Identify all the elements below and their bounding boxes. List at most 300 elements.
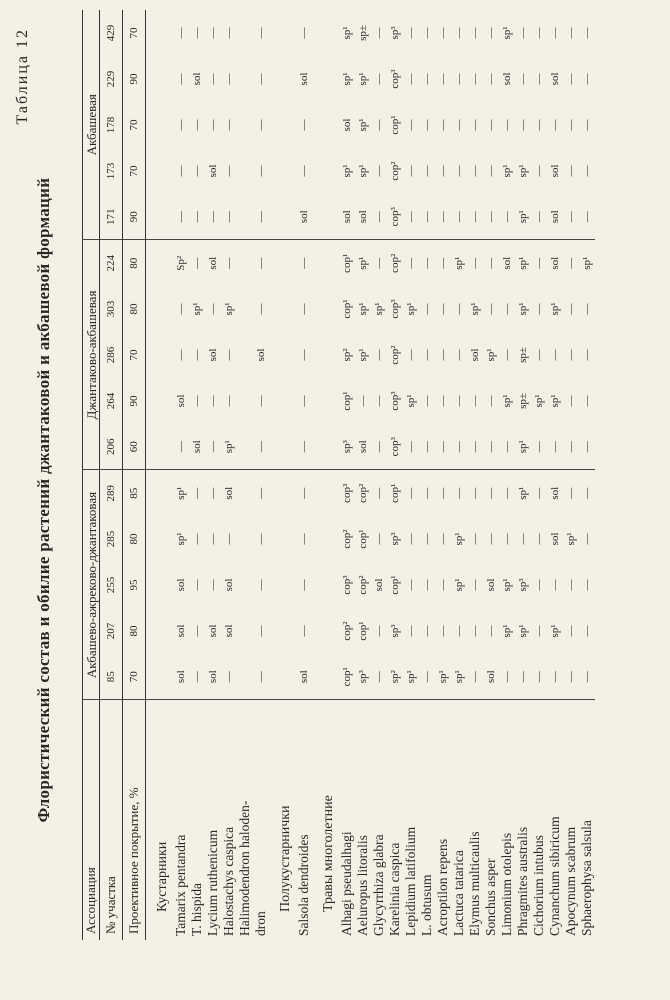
- abundance-cell: sp¹: [341, 164, 353, 178]
- abundance-cell: —: [175, 119, 187, 131]
- abundance-cell: —: [191, 27, 203, 39]
- empty-cell: [312, 562, 339, 608]
- abundance-cell: cop²: [389, 161, 401, 181]
- species-row: [253, 10, 269, 940]
- species-row: [419, 10, 435, 940]
- abundance-cell: —: [469, 671, 481, 683]
- empty-cell: [269, 148, 296, 194]
- abundance-cell: —: [533, 73, 545, 85]
- abundance-cell: —: [298, 27, 310, 39]
- abundance-cell: —: [565, 395, 577, 407]
- abundance-cell: —: [373, 73, 385, 85]
- abundance-cell: —: [517, 119, 529, 131]
- cover-cell: 90: [123, 56, 146, 102]
- abundance-cell: sol: [547, 240, 563, 286]
- abundance-cell: sp¹: [515, 470, 531, 516]
- abundance-cell: sol: [191, 72, 203, 86]
- species-name: Phragmites australis: [515, 700, 531, 940]
- abundance-cell: sp¹: [517, 440, 529, 454]
- abundance-cell: —: [421, 165, 433, 177]
- species-row: [339, 10, 355, 940]
- abundance-cell: —: [223, 211, 235, 223]
- abundance-cell: —: [207, 211, 219, 223]
- species-row: [467, 10, 483, 940]
- abundance-cell: —: [517, 671, 529, 683]
- abundance-cell: —: [451, 470, 467, 516]
- cover-cell: 90: [123, 378, 146, 424]
- empty-cell: [312, 286, 339, 332]
- abundance-cell: —: [373, 211, 385, 223]
- plot-number-cell: 178: [100, 102, 123, 148]
- section-row: [269, 10, 296, 940]
- abundance-cell: sol: [175, 578, 187, 592]
- abundance-cell: —: [255, 441, 267, 453]
- abundance-cell: —: [223, 27, 235, 39]
- abundance-cell: —: [453, 303, 465, 315]
- abundance-cell: —: [371, 240, 387, 286]
- abundance-cell: sp¹: [549, 302, 561, 316]
- abundance-cell: —: [483, 470, 499, 516]
- species-row: [435, 10, 451, 940]
- abundance-cell: —: [373, 27, 385, 39]
- abundance-cell: —: [421, 303, 433, 315]
- abundance-cell: cop²: [389, 345, 401, 365]
- empty-cell: [312, 654, 339, 700]
- abundance-cell: —: [298, 165, 310, 177]
- abundance-cell: sp³: [389, 532, 401, 546]
- species-name: Sphaerophysa salsula: [579, 700, 595, 940]
- abundance-cell: —: [437, 211, 449, 223]
- abundance-cell: —: [405, 165, 417, 177]
- empty-cell: [269, 10, 296, 56]
- abundance-cell: —: [421, 395, 433, 407]
- species-name: T. hispida: [189, 700, 205, 940]
- abundance-cell: —: [485, 165, 497, 177]
- abundance-cell: —: [207, 27, 219, 39]
- abundance-cell: cop¹: [357, 621, 369, 641]
- abundance-cell: —: [565, 625, 577, 637]
- empty-cell: [312, 240, 339, 286]
- empty-cell: [146, 240, 174, 286]
- abundance-cell: —: [255, 533, 267, 545]
- abundance-cell: —: [373, 441, 385, 453]
- abundance-cell: sp¹: [515, 240, 531, 286]
- abundance-cell: —: [501, 211, 513, 223]
- abundance-cell: cop³: [389, 391, 401, 411]
- abundance-cell: —: [533, 303, 545, 315]
- abundance-cell: —: [357, 395, 369, 407]
- empty-cell: [269, 56, 296, 102]
- abundance-cell: —: [298, 625, 310, 637]
- abundance-cell: —: [191, 533, 203, 545]
- table-body: [146, 10, 596, 940]
- abundance-cell: —: [581, 303, 593, 315]
- abundance-cell: sp¹: [485, 348, 497, 362]
- empty-cell: [269, 286, 296, 332]
- cover-cell: 70: [123, 654, 146, 700]
- abundance-cell: —: [581, 119, 593, 131]
- abundance-cell: sp³: [389, 26, 401, 40]
- abundance-cell: —: [223, 533, 235, 545]
- species-row: [515, 10, 531, 940]
- abundance-cell: —: [205, 470, 221, 516]
- abundance-cell: sp¹: [451, 240, 467, 286]
- association-header: Ассоциация: [83, 700, 100, 940]
- abundance-cell: —: [437, 349, 449, 361]
- abundance-cell: —: [549, 349, 561, 361]
- abundance-cell: —: [191, 579, 203, 591]
- cover-cell: 80: [123, 516, 146, 562]
- abundance-cell: —: [485, 625, 497, 637]
- abundance-cell: sp¹: [223, 302, 235, 316]
- plot-number-cell: 173: [100, 148, 123, 194]
- abundance-cell: —: [485, 27, 497, 39]
- plot-number-cell: 171: [100, 194, 123, 240]
- abundance-cell: —: [255, 625, 267, 637]
- abundance-cell: —: [485, 119, 497, 131]
- abundance-cell: —: [581, 395, 593, 407]
- cover-cell: 70: [123, 10, 146, 56]
- empty-cell: [146, 654, 174, 700]
- abundance-cell: —: [485, 441, 497, 453]
- empty-cell: [146, 194, 174, 240]
- section-title: Полукустарнички: [269, 700, 296, 940]
- empty-cell: [312, 194, 339, 240]
- abundance-cell: —: [565, 211, 577, 223]
- abundance-cell: —: [453, 625, 465, 637]
- abundance-cell: sp¹: [565, 532, 577, 546]
- abundance-cell: sol: [549, 210, 561, 224]
- abundance-cell: —: [533, 349, 545, 361]
- abundance-cell: sp¹: [469, 302, 481, 316]
- abundance-cell: —: [549, 119, 561, 131]
- species-row: [173, 10, 189, 940]
- abundance-cell: —: [175, 165, 187, 177]
- abundance-cell: —: [405, 579, 417, 591]
- empty-cell: [269, 240, 296, 286]
- abundance-cell: —: [255, 303, 267, 315]
- abundance-cell: —: [467, 470, 483, 516]
- abundance-cell: —: [437, 165, 449, 177]
- cover-cell: 95: [123, 562, 146, 608]
- abundance-cell: sp¹: [501, 26, 513, 40]
- abundance-cell: —: [565, 165, 577, 177]
- abundance-cell: sp¹: [223, 440, 235, 454]
- abundance-cell: sol: [221, 470, 237, 516]
- empty-cell: [269, 424, 296, 470]
- abundance-cell: —: [581, 211, 593, 223]
- abundance-cell: —: [501, 671, 513, 683]
- abundance-cell: [237, 148, 253, 194]
- abundance-cell: —: [175, 73, 187, 85]
- group-header-3: Акбашевая: [83, 10, 100, 240]
- abundance-cell: —: [421, 73, 433, 85]
- species-row: [387, 10, 403, 940]
- abundance-cell: [237, 654, 253, 700]
- floristic-table: [82, 10, 595, 940]
- abundance-cell: [237, 516, 253, 562]
- cover-cell: 70: [123, 102, 146, 148]
- species-name: Lepidium latifolium: [403, 700, 419, 940]
- section-row: [312, 10, 339, 940]
- plot-number-header: № участка: [100, 700, 123, 940]
- abundance-cell: sp¹: [405, 394, 417, 408]
- abundance-cell: —: [207, 395, 219, 407]
- abundance-cell: —: [469, 533, 481, 545]
- abundance-cell: —: [581, 441, 593, 453]
- abundance-cell: sp¹: [357, 302, 369, 316]
- abundance-cell: —: [565, 441, 577, 453]
- species-row: [483, 10, 499, 940]
- abundance-cell: cop¹: [341, 667, 353, 687]
- abundance-cell: —: [453, 441, 465, 453]
- abundance-cell: sp±: [517, 393, 529, 409]
- group-header-2: Джантаково-акбашевая: [83, 240, 100, 470]
- plot-number-cell: 286: [100, 332, 123, 378]
- table-label: Таблица 12: [14, 28, 31, 125]
- species-name: Acroptilon repens: [435, 700, 451, 940]
- species-name: Halostachys caspica: [221, 700, 237, 940]
- abundance-cell: —: [207, 119, 219, 131]
- abundance-cell: —: [453, 395, 465, 407]
- species-row: [499, 10, 515, 940]
- abundance-cell: sp¹: [173, 470, 189, 516]
- abundance-cell: —: [403, 470, 419, 516]
- empty-cell: [269, 378, 296, 424]
- abundance-cell: sol: [298, 670, 310, 684]
- section-title: Кустарники: [146, 700, 174, 940]
- abundance-cell: sol: [373, 578, 385, 592]
- abundance-cell: cop¹: [387, 470, 403, 516]
- species-name: Salsola dendroides: [296, 700, 312, 940]
- abundance-cell: —: [517, 533, 529, 545]
- abundance-cell: —: [255, 27, 267, 39]
- abundance-cell: Sp²: [173, 240, 189, 286]
- abundance-cell: —: [373, 349, 385, 361]
- abundance-cell: —: [581, 625, 593, 637]
- abundance-cell: sp³: [517, 578, 529, 592]
- abundance-cell: —: [373, 165, 385, 177]
- abundance-cell: cop¹: [389, 115, 401, 135]
- abundance-cell: —: [255, 579, 267, 591]
- plot-number-cell: 229: [100, 56, 123, 102]
- abundance-cell: —: [565, 27, 577, 39]
- empty-cell: [312, 424, 339, 470]
- abundance-cell: cop¹: [357, 529, 369, 549]
- abundance-cell: —: [421, 349, 433, 361]
- abundance-cell: —: [175, 303, 187, 315]
- abundance-cell: —: [499, 470, 515, 516]
- abundance-cell: sp¹: [373, 302, 385, 316]
- abundance-cell: —: [373, 395, 385, 407]
- abundance-cell: —: [405, 27, 417, 39]
- abundance-cell: —: [565, 579, 577, 591]
- abundance-cell: sol: [175, 670, 187, 684]
- abundance-cell: —: [533, 165, 545, 177]
- cover-cell: 70: [123, 332, 146, 378]
- abundance-cell: sp¹: [517, 302, 529, 316]
- species-row: [296, 10, 312, 940]
- abundance-cell: —: [223, 73, 235, 85]
- abundance-cell: —: [421, 27, 433, 39]
- abundance-cell: sp¹: [533, 394, 545, 408]
- abundance-cell: —: [485, 395, 497, 407]
- abundance-cell: —: [207, 73, 219, 85]
- abundance-cell: sol: [175, 624, 187, 638]
- abundance-cell: —: [531, 240, 547, 286]
- abundance-cell: —: [581, 73, 593, 85]
- abundance-cell: cop²: [341, 529, 353, 549]
- abundance-cell: —: [469, 441, 481, 453]
- abundance-cell: cop³: [339, 470, 355, 516]
- species-name: Elymus multicaulis: [467, 700, 483, 940]
- plot-number-cell: 255: [100, 562, 123, 608]
- empty-cell: [146, 10, 174, 56]
- species-name: Alhagi pseudalhagi: [339, 700, 355, 940]
- empty-cell: [269, 562, 296, 608]
- abundance-cell: —: [501, 119, 513, 131]
- species-name: Glycyrrhiza glabra: [371, 700, 387, 940]
- abundance-cell: —: [373, 625, 385, 637]
- species-row: [189, 10, 205, 940]
- abundance-cell: —: [191, 349, 203, 361]
- abundance-cell: —: [533, 625, 545, 637]
- empty-cell: [146, 516, 174, 562]
- abundance-cell: —: [405, 119, 417, 131]
- cover-cell: 90: [123, 194, 146, 240]
- species-row: [355, 10, 371, 940]
- abundance-cell: —: [531, 470, 547, 516]
- abundance-cell: —: [437, 579, 449, 591]
- abundance-cell: sol: [207, 348, 219, 362]
- abundance-cell: —: [501, 441, 513, 453]
- empty-cell: [312, 608, 339, 654]
- abundance-cell: sp¹: [501, 164, 513, 178]
- empty-cell: [312, 102, 339, 148]
- abundance-cell: —: [191, 625, 203, 637]
- abundance-cell: —: [581, 533, 593, 545]
- abundance-cell: —: [373, 533, 385, 545]
- plot-number-cell: 264: [100, 378, 123, 424]
- abundance-cell: —: [469, 211, 481, 223]
- empty-cell: [146, 102, 174, 148]
- cover-cell: 80: [123, 286, 146, 332]
- species-name: dron: [253, 700, 269, 940]
- species-name: Aeluropus litoralis: [355, 700, 371, 940]
- table-title: Флористический состав и обилие растений джантаковой и акбашевой формаций: [34, 177, 53, 823]
- abundance-cell: cop²: [387, 240, 403, 286]
- empty-cell: [146, 424, 174, 470]
- abundance-cell: —: [298, 119, 310, 131]
- species-name: Lycium ruthenicum: [205, 700, 221, 940]
- abundance-cell: sol: [223, 624, 235, 638]
- abundance-cell: —: [298, 533, 310, 545]
- abundance-cell: —: [298, 303, 310, 315]
- abundance-cell: —: [255, 165, 267, 177]
- empty-cell: [269, 194, 296, 240]
- empty-cell: [312, 56, 339, 102]
- abundance-cell: —: [296, 470, 312, 516]
- abundance-cell: —: [469, 73, 481, 85]
- abundance-cell: cop¹: [389, 575, 401, 595]
- abundance-cell: —: [437, 27, 449, 39]
- abundance-cell: sp¹: [405, 670, 417, 684]
- abundance-cell: —: [533, 671, 545, 683]
- abundance-cell: sp³: [389, 624, 401, 638]
- abundance-cell: cop³: [389, 207, 401, 227]
- abundance-cell: sol: [357, 210, 369, 224]
- cover-cell: 85: [123, 470, 146, 516]
- plot-number-cell: 207: [100, 608, 123, 654]
- abundance-cell: —: [467, 240, 483, 286]
- abundance-cell: —: [469, 625, 481, 637]
- empty-cell: [312, 10, 339, 56]
- abundance-cell: —: [549, 579, 561, 591]
- abundance-cell: —: [405, 349, 417, 361]
- abundance-cell: —: [223, 349, 235, 361]
- abundance-cell: —: [298, 441, 310, 453]
- abundance-cell: sp¹: [453, 670, 465, 684]
- abundance-cell: —: [533, 533, 545, 545]
- abundance-cell: —: [437, 625, 449, 637]
- abundance-cell: sp±: [357, 25, 369, 41]
- abundance-cell: —: [581, 27, 593, 39]
- abundance-cell: —: [405, 73, 417, 85]
- species-name: Limonium otolepis: [499, 700, 515, 940]
- empty-cell: [312, 516, 339, 562]
- abundance-cell: —: [533, 211, 545, 223]
- abundance-cell: —: [403, 240, 419, 286]
- abundance-cell: sol: [549, 164, 561, 178]
- species-name: Halimodendron haloden-: [237, 700, 253, 940]
- abundance-cell: —: [298, 349, 310, 361]
- empty-cell: [269, 102, 296, 148]
- species-row: [237, 10, 253, 940]
- abundance-cell: —: [533, 27, 545, 39]
- species-name: Tamarix pentandra: [173, 700, 189, 940]
- species-row: [451, 10, 467, 940]
- plot-number-cell: 206: [100, 424, 123, 470]
- abundance-cell: sp¹: [453, 532, 465, 546]
- abundance-cell: —: [549, 441, 561, 453]
- abundance-cell: —: [191, 395, 203, 407]
- abundance-cell: [237, 194, 253, 240]
- species-row: [403, 10, 419, 940]
- abundance-cell: —: [175, 211, 187, 223]
- empty-cell: [269, 516, 296, 562]
- abundance-cell: sp±: [517, 347, 529, 363]
- abundance-cell: —: [189, 240, 205, 286]
- plot-number-cell: 429: [100, 10, 123, 56]
- abundance-cell: sol: [549, 532, 561, 546]
- abundance-cell: sol: [341, 118, 353, 132]
- abundance-cell: —: [298, 579, 310, 591]
- abundance-cell: [237, 286, 253, 332]
- empty-cell: [312, 470, 339, 516]
- abundance-cell: sp¹: [501, 394, 513, 408]
- plot-number-cell: 224: [100, 240, 123, 286]
- abundance-cell: —: [421, 119, 433, 131]
- abundance-cell: —: [453, 349, 465, 361]
- abundance-cell: sol: [547, 470, 563, 516]
- abundance-cell: —: [469, 27, 481, 39]
- abundance-cell: sp¹: [191, 302, 203, 316]
- abundance-cell: sp¹: [501, 578, 513, 592]
- plot-number-cell: 289: [100, 470, 123, 516]
- abundance-cell: —: [485, 303, 497, 315]
- abundance-cell: —: [255, 73, 267, 85]
- species-name: Sonchus asper: [483, 700, 499, 940]
